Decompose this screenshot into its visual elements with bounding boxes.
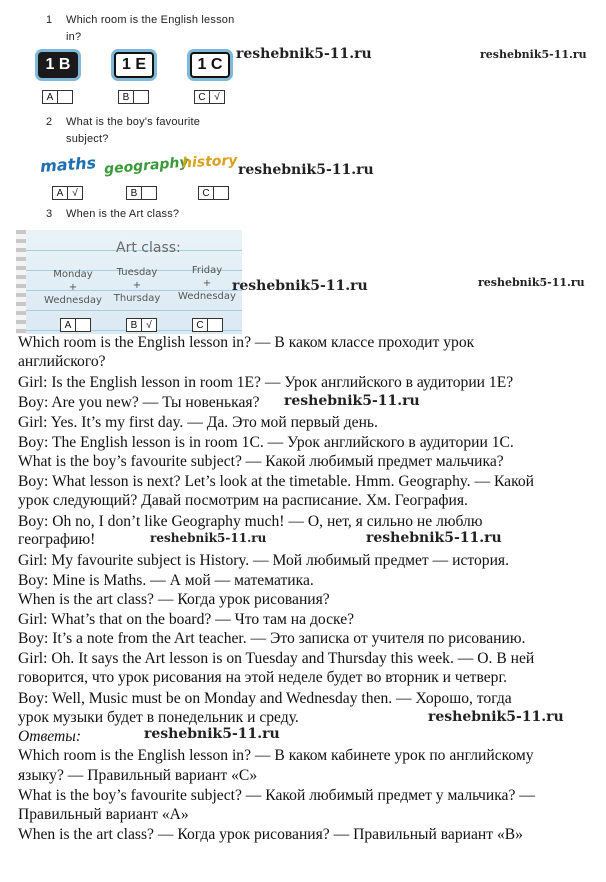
- text-line: Girl: Oh. It says the Art lesson is on Tuesday and Thursday this week. — О. В ней: [18, 650, 535, 667]
- answer-box-q3-a: A: [60, 318, 91, 332]
- question-2-text: What is the boy's favourite subject?: [66, 116, 201, 145]
- text-line: What is the boy’s favourite subject? — Какой любимый предмет мальчика?: [18, 453, 504, 470]
- text-line: Boy: It’s a note from the Art teacher. — Это записка от учителя по рисованию.: [18, 630, 526, 647]
- text-line: географию!: [18, 531, 96, 548]
- text-line: Boy: Are you new? — Ты новенькая?: [18, 394, 260, 411]
- question-1-number: 1: [46, 14, 53, 26]
- subject-maths: maths: [39, 153, 97, 176]
- room-card-1e: 1 E: [114, 52, 154, 78]
- text-line: Girl: My favourite subject is History. — Мой любимый предмет — история.: [18, 552, 510, 569]
- watermark: reshebnik5-11.ru: [232, 278, 368, 294]
- answer-box-q2-c: C: [198, 186, 229, 200]
- subject-geography: geography: [103, 154, 190, 178]
- watermark: reshebnik5-11.ru: [150, 531, 267, 545]
- notepad-option-b: Tuesday + Thursday: [113, 267, 161, 304]
- watermark: reshebnik5-11.ru: [284, 393, 420, 409]
- answer-box-q2-b: B: [126, 186, 157, 200]
- subject-history: history: [181, 152, 238, 172]
- answer-line: Правильный вариант «A»: [18, 806, 189, 823]
- text-line: Girl: Yes. It’s my first day. — Да. Это мой первый день.: [18, 414, 378, 431]
- room-card-1c: 1 C: [190, 52, 230, 78]
- text-line: Boy: Mine is Maths. — А мой — математика.: [18, 572, 314, 589]
- watermark: reshebnik5-11.ru: [428, 709, 564, 725]
- room-card-1b: 1 B: [38, 52, 78, 78]
- text-line: Boy: Well, Music must be on Monday and Wednesday then. — Хорошо, тогда: [18, 690, 512, 707]
- question-3-text: When is the Art class?: [66, 208, 180, 220]
- text-line: урок следующий? Давай посмотрим на расписание. Хм. География.: [18, 492, 468, 509]
- answer-line: Which room is the English lesson in? — В каком кабинете урок по английскому: [18, 747, 534, 764]
- watermark: reshebnik5-11.ru: [236, 46, 372, 62]
- answer-line: What is the boy’s favourite subject? — Какой любимый предмет у мальчика? —: [18, 787, 535, 804]
- watermark: reshebnik5-11.ru: [366, 530, 502, 546]
- notepad-binding: [16, 230, 26, 334]
- answer-line: языку? — Правильный вариант «C»: [18, 767, 258, 784]
- text-line: When is the art class? — Когда урок рисования?: [18, 591, 330, 608]
- text-line: урок музыки будет в понедельник и среду.: [18, 709, 299, 726]
- notepad-option-a: Monday + Wednesday: [44, 269, 102, 306]
- exercise-panel: [0, 0, 606, 335]
- watermark: reshebnik5-11.ru: [478, 276, 585, 289]
- text-line: Girl: Is the English lesson in room 1E? — Урок английского в аудитории 1E?: [18, 374, 514, 391]
- answer-box-q3-c: C: [192, 318, 223, 332]
- question-2-number: 2: [46, 116, 53, 128]
- answer-line: When is the art class? — Когда урок рисования? — Правильный вариант «B»: [18, 826, 523, 843]
- text-line: английского?: [18, 353, 106, 370]
- text-line: Boy: Oh no, I don’t like Geography much! — О, нет, я сильно не люблю: [18, 513, 483, 530]
- watermark: reshebnik5-11.ru: [238, 162, 374, 178]
- text-line: говорится, что урок рисования на этой неделе будет во вторник и четверг.: [18, 669, 507, 686]
- art-class-notepad: [16, 230, 242, 334]
- answer-box-q1-c: C √: [194, 90, 225, 104]
- notepad-title: Art class:: [116, 240, 181, 256]
- notepad-option-c: Friday + Wednesday: [178, 265, 236, 302]
- answer-box-q2-a: A √: [52, 186, 83, 200]
- question-1-text: Which room is the English lesson in?: [66, 14, 235, 43]
- answer-box-q3-b: B √: [126, 318, 157, 332]
- text-line: Girl: What’s that on the board? — Что там на доске?: [18, 611, 355, 628]
- answer-box-q1-a: A: [42, 90, 73, 104]
- text-line: Which room is the English lesson in? — В каком классе проходит урок: [18, 334, 475, 351]
- answer-box-q1-b: B: [118, 90, 149, 104]
- text-line: Boy: The English lesson is in room 1C. — Урок английского в аудитории 1C.: [18, 434, 514, 451]
- question-3-number: 3: [46, 208, 53, 220]
- watermark: reshebnik5-11.ru: [480, 48, 587, 61]
- watermark: reshebnik5-11.ru: [144, 726, 280, 742]
- text-line: Boy: What lesson is next? Let’s look at the timetable. Hmm. Geography. — Какой: [18, 473, 534, 490]
- answers-heading: Ответы:: [18, 728, 82, 745]
